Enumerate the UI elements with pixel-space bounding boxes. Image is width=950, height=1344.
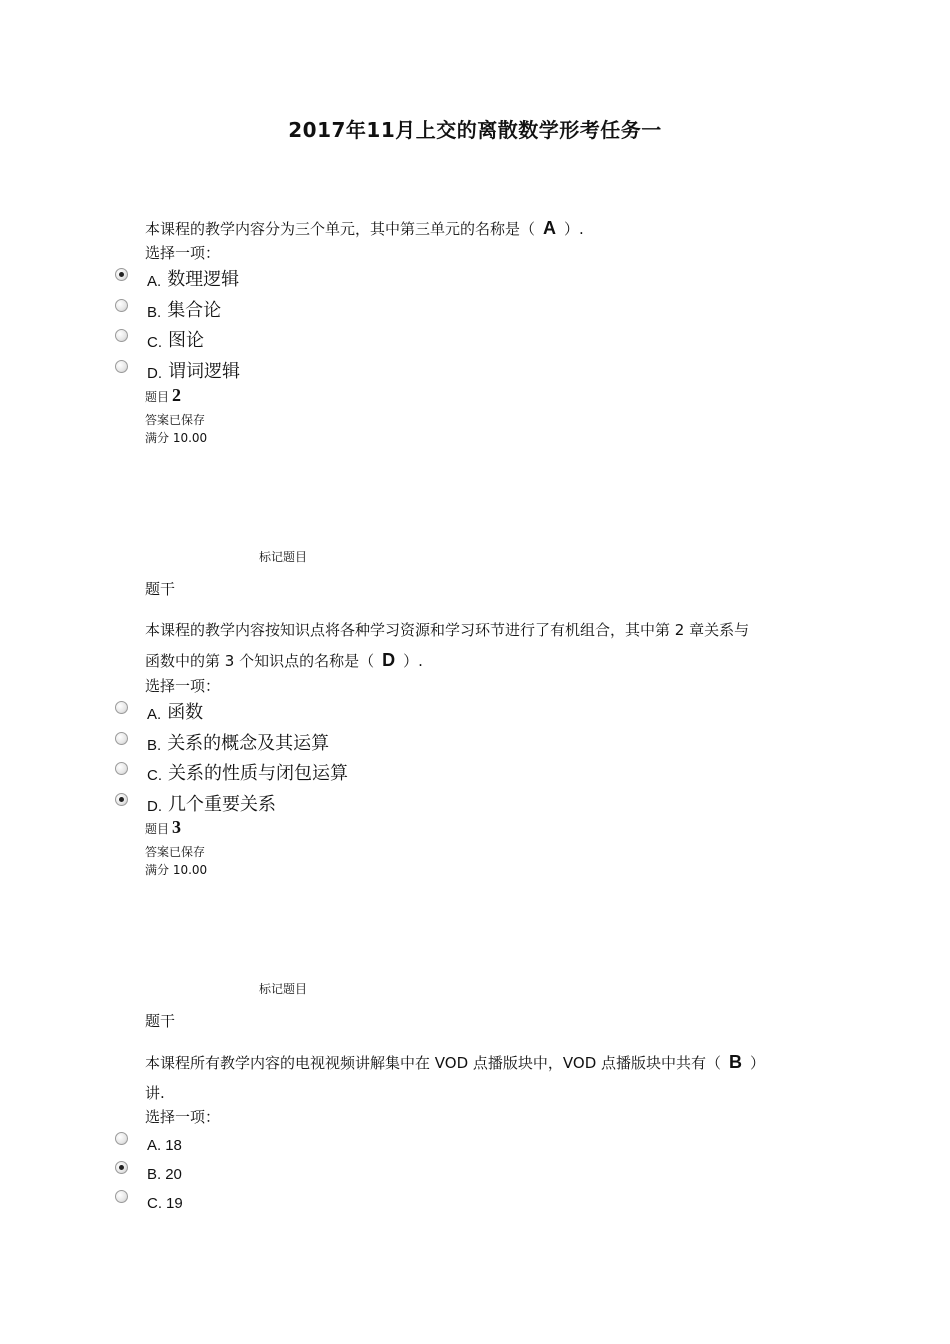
question-3-text [145,1047,815,1108]
question-3-line-1: 本课程所有教学内容的电视视频讲解集中在 VOD 点播版块中，VOD 点播版块中共有（ [145,1054,722,1072]
radio-unchecked-icon[interactable] [115,1132,128,1145]
option-letter: A. [147,1136,162,1154]
question-1-option-d[interactable] [115,356,240,384]
radio-checked-icon[interactable] [115,268,128,281]
option-text: 几个重要关系 [168,794,276,815]
stem-label: 题干 [145,1012,176,1030]
question-2-prompt: 选择一项： [145,677,221,695]
radio-unchecked-icon[interactable] [115,1190,128,1203]
question-3-text-after: ） [750,1054,766,1072]
option-letter: A. [147,272,162,290]
question-2-header [145,386,181,406]
question-label: 题目 [145,390,170,404]
question-3-header [145,818,181,838]
question-1-text-after: ）. [564,220,584,238]
question-1-answer: A [543,218,557,238]
option-text: 20 [165,1165,182,1183]
flag-question-link[interactable]: 标记题目 [259,982,308,996]
option-letter: D. [147,797,162,815]
question-3-line-2: 讲. [145,1084,165,1102]
option-text: 18 [165,1136,182,1154]
question-1-text [145,213,815,244]
option-text: 图论 [168,330,204,351]
saved-status: 答案已保存 [145,845,206,859]
option-letter: B. [147,1165,162,1183]
question-1-option-b[interactable] [115,295,221,323]
question-2-text [145,615,815,676]
option-text: 19 [166,1194,183,1212]
question-number: 3 [172,817,182,837]
radio-unchecked-icon[interactable] [115,701,128,714]
radio-unchecked-icon[interactable] [115,360,128,373]
option-text: 集合论 [167,300,222,321]
score-label: 满分 10.00 [145,431,208,445]
option-text: 关系的概念及其运算 [167,733,330,754]
question-2-option-b[interactable] [115,728,329,756]
stem-label: 题干 [145,580,176,598]
question-3-prompt: 选择一项： [145,1108,221,1126]
radio-unchecked-icon[interactable] [115,299,128,312]
question-3-option-c[interactable] [115,1186,183,1214]
option-letter: B. [147,736,162,754]
option-letter: C. [147,1194,162,1212]
saved-status: 答案已保存 [145,413,206,427]
question-2-answer: D [382,650,396,670]
radio-checked-icon[interactable] [115,793,128,806]
radio-unchecked-icon[interactable] [115,329,128,342]
question-number: 2 [172,385,182,405]
option-text: 函数 [167,702,204,723]
option-text: 关系的性质与闭包运算 [168,763,348,784]
question-3-option-b[interactable] [115,1157,182,1185]
radio-unchecked-icon[interactable] [115,732,128,745]
option-letter: C. [147,333,162,351]
option-letter: D. [147,364,162,382]
question-label: 题目 [145,822,170,836]
option-letter: C. [147,766,162,784]
question-2-line-1: 本课程的教学内容按知识点将各种学习资源和学习环节进行了有机组合，其中第 2 章关系与 [145,621,750,639]
question-1-text-before: 本课程的教学内容分为三个单元，其中第三单元的名称是（ [145,220,536,238]
question-3-answer: B [729,1052,743,1072]
question-2-option-a[interactable] [115,697,203,725]
question-1-prompt: 选择一项： [145,244,221,262]
question-2-option-c[interactable] [115,758,348,786]
question-2-option-d[interactable] [115,789,276,817]
option-letter: A. [147,705,162,723]
question-3-option-a[interactable] [115,1128,182,1156]
page-title: 2017年11月上交的离散数学形考任务一 [288,118,662,142]
score-label: 满分 10.00 [145,863,208,877]
question-1-option-c[interactable] [115,325,204,353]
question-1-option-a[interactable] [115,264,239,292]
radio-checked-icon[interactable] [115,1161,128,1174]
question-2-line-2: 函数中的第 3 个知识点的名称是（ [145,652,375,670]
question-2-text-after: ）. [403,652,423,670]
radio-unchecked-icon[interactable] [115,762,128,775]
option-text: 谓词逻辑 [168,361,240,382]
flag-question-link[interactable]: 标记题目 [259,550,308,564]
option-text: 数理逻辑 [167,269,240,290]
option-letter: B. [147,303,162,321]
